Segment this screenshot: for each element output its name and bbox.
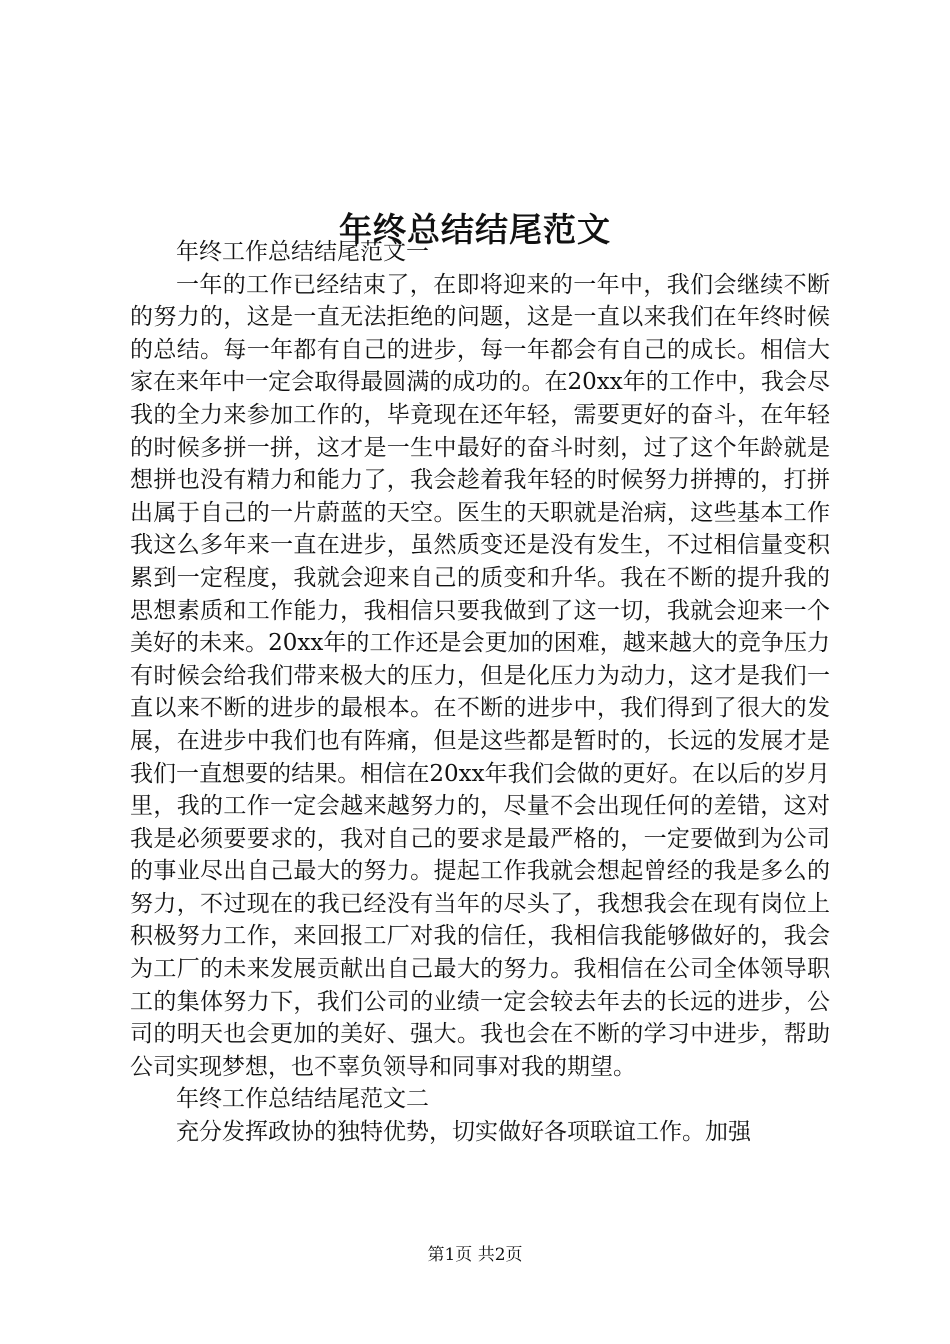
document-body xyxy=(130,236,830,1149)
page-number-footer: 第1页 共2页 xyxy=(427,1245,523,1265)
section-paragraph-2: 充分发挥政协的独特优势，切实做好各项联谊工作。加强 xyxy=(176,1119,751,1146)
section-heading-2: 年终工作总结结尾范文二 xyxy=(176,1086,429,1113)
section-paragraph-1: 一年的工作已经结束了，在即将迎来的一年中，我们会继续不断的努力的，这是一直无法拒绝的问题，这是一直以来我们在年终时候的总结。每一年都有自己的进步，每一年都会有自己的成长。相信大家在来年中一定会取得最圆满的成功的。在20xx年的工作中，我会尽我的全力来参加工作的，毕竟现在还年轻，需要更好的奋斗，在年轻的时候多拼一拼，这才是一生中最好的奋斗时刻，过了这个年龄就是想拼也没有精力和能力了，我会趁着我年轻的时候努力拼搏的，打拼出属于自己的一片蔚蓝的天空。医生的天职就是治病，这些基本工作我这么多年来一直在进步，虽然质变还是没有发生，不过相信量变积累到一定程度，我就会迎来自己的质变和升华。我在不断的提升我的思想素质和工作能力，我相信只要我做到了这一切，我就会迎来一个美好的未来。20xx年的工作还是会更加的困难，越来越大的竞争压力有时候会给我们带来极大的压力，但是化压力为动力，这才是我们一直以来不断的进步的最根本。在不断的进步中，我们得到了很大的发展，在进步中我们也有阵痛，但是这些都是暂时的，长远的发展才是我们一直想要的结果。相信在20xx年我们会做的更好。在以后的岁月里，我的工作一定会越来越努力的，尽量不会出现任何的差错，这对我是必须要要求的，我对自己的要求是最严格的，一定要做到为公司的事业尽出自己最大的努力。提起工作我就会想起曾经的我是多么的努力，不过现在的我已经没有当年的尽头了，我想我会在现有岗位上积极努力工作，来回报工厂对我的信任，我相信我能够做好的，我会为工厂的未来发展贡献出自己最大的努力。我相信在公司全体领导职工的集体努力下，我们公司的业绩一定会较去年去的长远的进步，公司的明天也会更加的美好、强大。我也会在不断的学习中进步，帮助公司实现梦想，也不辜负领导和同事对我的期望。 xyxy=(130,271,830,1080)
section-heading-1: 年终工作总结结尾范文一 xyxy=(176,239,429,265)
document-title: 年终总结结尾范文 xyxy=(339,210,611,250)
